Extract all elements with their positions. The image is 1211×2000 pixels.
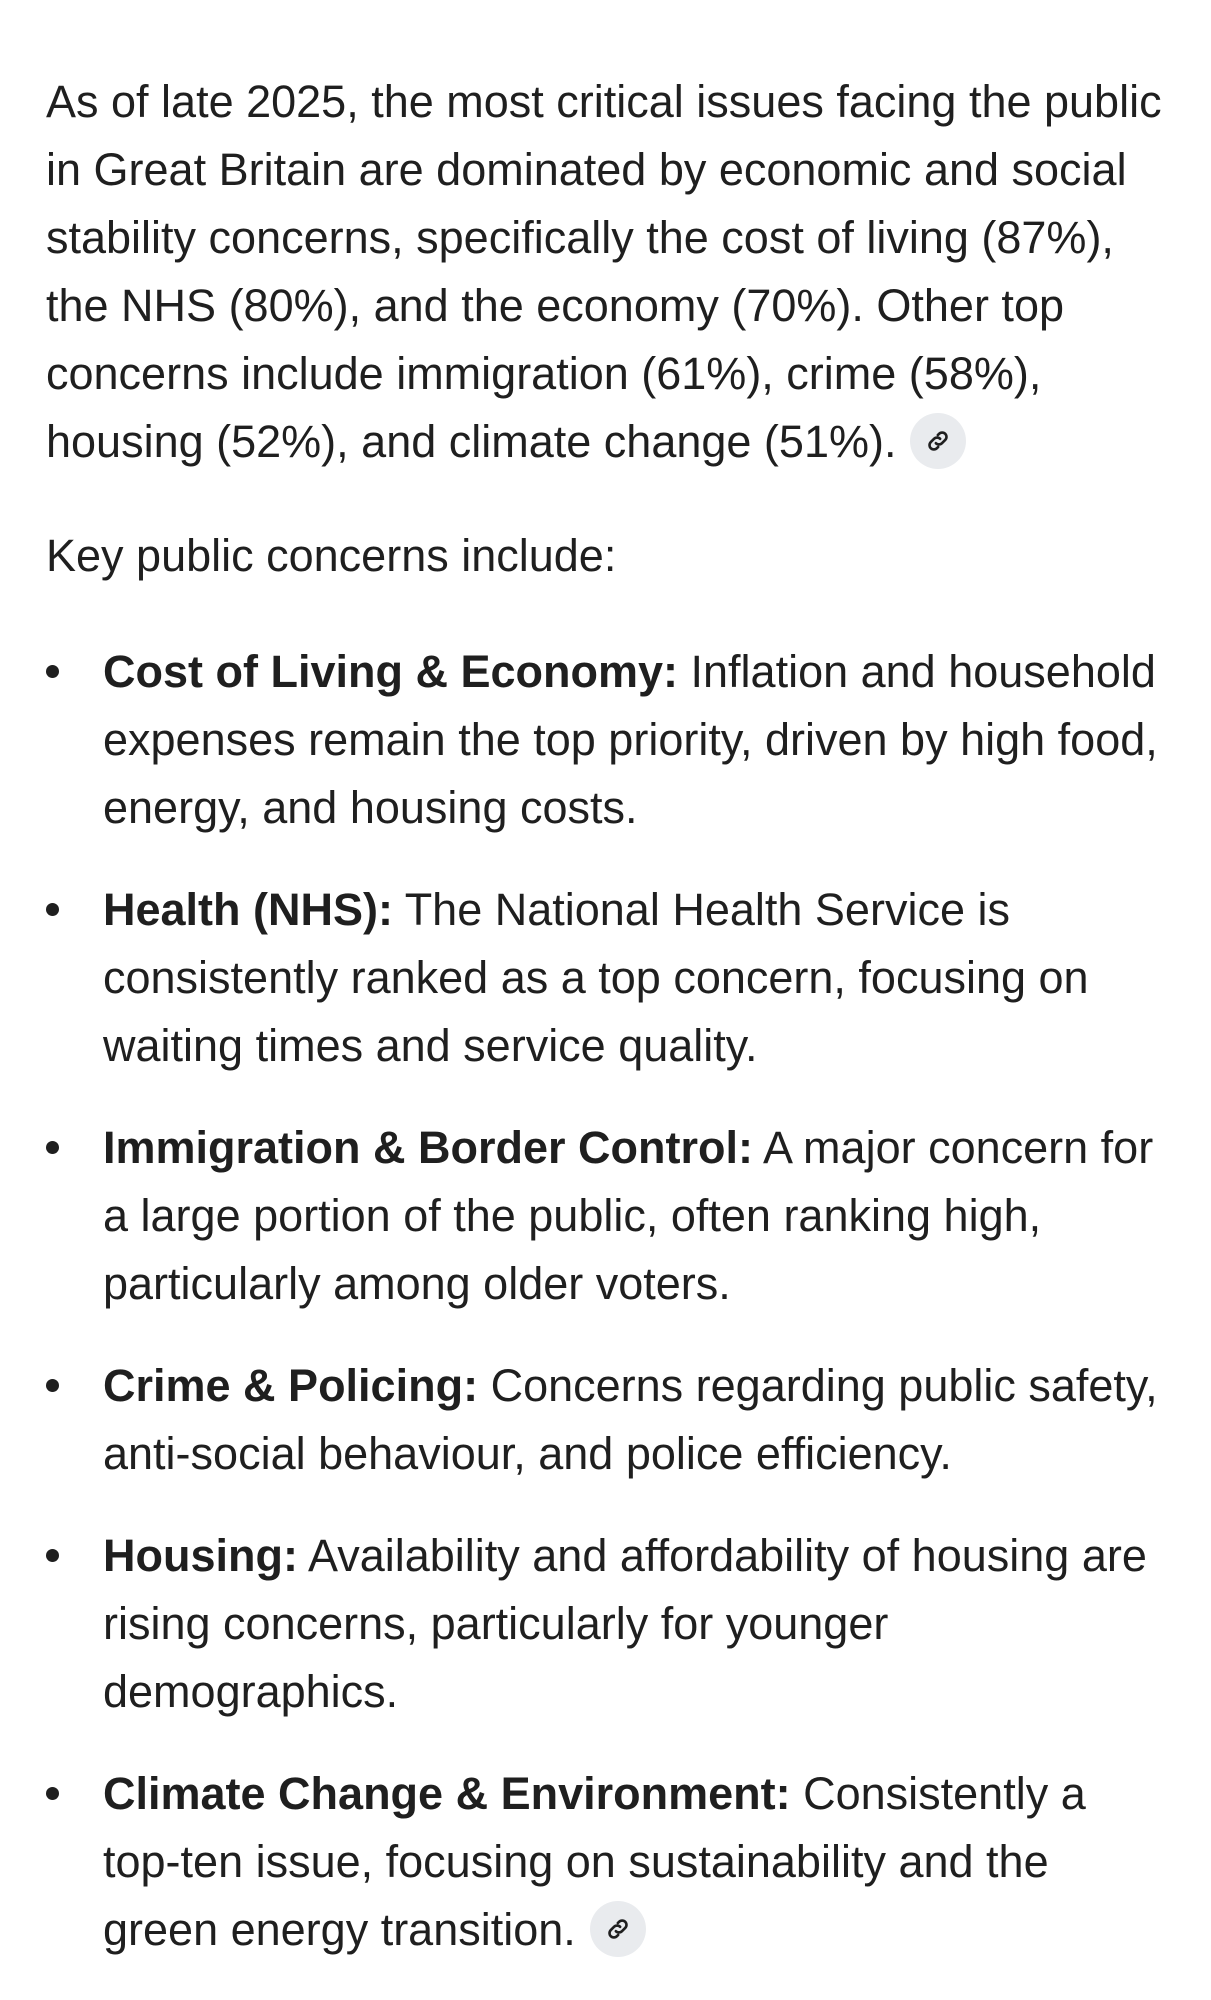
bullet-icon [46, 1549, 59, 1562]
intro-text: As of late 2025, the most critical issues facing the public in Great Britain are dominated by economic and social stability concerns, specifically the cost of living (87%), the NHS (80%), and the economy (70%). Other top concerns include immigration (61%), crime (58%), housing (52%), and climate change (51%). [46, 76, 1162, 467]
item-description: Concerns regarding public safety, anti-social behaviour, and police efficiency. [103, 1360, 1158, 1479]
list-item [46, 1760, 1171, 1964]
list-lead: Key public concerns include: [46, 530, 617, 581]
list-item [46, 876, 1171, 1080]
bullet-icon [46, 903, 59, 916]
link-icon [605, 1916, 631, 1942]
bullet-icon [46, 1787, 59, 1800]
source-link-button[interactable] [910, 413, 966, 469]
bullet-icon [46, 665, 59, 678]
list-item [46, 1522, 1171, 1726]
item-term: Climate Change & Environment: [103, 1768, 791, 1819]
intro-paragraph [46, 68, 1171, 476]
bullet-icon [46, 1141, 59, 1154]
list-item [46, 1114, 1171, 1318]
bullet-icon [46, 1379, 59, 1392]
item-description: A major concern for a large portion of the public, often ranking high, particularly among older voters. [103, 1122, 1154, 1309]
item-description: Availability and affordability of housing are rising concerns, particularly for younger demographics. [103, 1530, 1147, 1717]
item-term: Cost of Living & Economy: [103, 646, 679, 697]
list-item [46, 638, 1171, 842]
item-term: Health (NHS): [103, 884, 393, 935]
source-link-button[interactable] [590, 1901, 646, 1957]
item-term: Housing: [103, 1530, 298, 1581]
item-term: Immigration & Border Control: [103, 1122, 753, 1173]
item-description: Inflation and household expenses remain the top priority, driven by high food, energy, and housing costs. [103, 646, 1158, 833]
item-description: Consistently a top-ten issue, focusing on sustainability and the green energy transition. [103, 1768, 1086, 1955]
item-term: Crime & Policing: [103, 1360, 479, 1411]
list-item [46, 1352, 1171, 1488]
concerns-list [46, 638, 1171, 1964]
link-icon [925, 428, 951, 454]
item-description: The National Health Service is consistently ranked as a top concern, focusing on waiting times and service quality. [103, 884, 1089, 1071]
